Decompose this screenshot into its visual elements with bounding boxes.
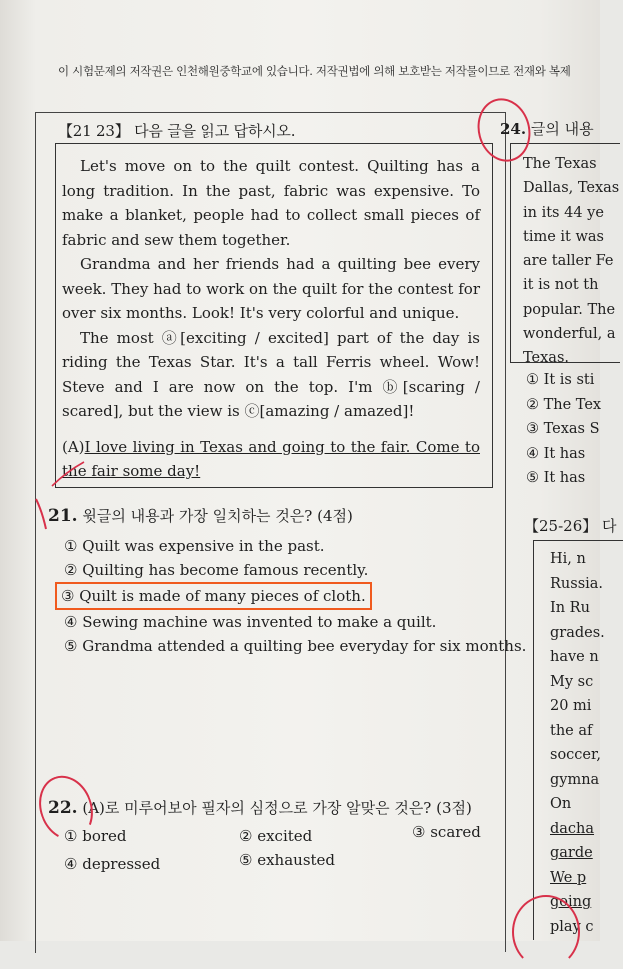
passage-a-sentence bbox=[62, 435, 480, 484]
q21-prompt: 윗글의 내용과 가장 일치하는 것은? (4점) bbox=[82, 507, 353, 525]
letter-line: play c bbox=[550, 918, 594, 935]
q21-option-3-highlighted[interactable]: ③ Quilt is made of many pieces of cloth. bbox=[55, 582, 372, 610]
q24-line: Dallas, Texas bbox=[523, 180, 620, 197]
question-22 bbox=[48, 797, 472, 818]
section-25-26-passage bbox=[533, 540, 623, 940]
letter-line: We p bbox=[550, 869, 587, 886]
question-21 bbox=[48, 505, 353, 526]
q24-option-1[interactable]: ① It is sti bbox=[526, 372, 595, 388]
q24-passage-box bbox=[510, 143, 620, 367]
passage-paragraph-1: Let's move on to the quilt contest. Quilting has a long tradition. In the past, fabric was expensive. To make a blanket, people had to collect small pieces of fabric and sew them together. bbox=[62, 157, 480, 249]
q22-option-3[interactable]: ③ scared bbox=[412, 823, 481, 841]
q24-line: are taller Fe bbox=[523, 253, 614, 270]
copyright-notice: 이 시험문제의 저작권은 인천해원중학교에 있습니다. 저작권법에 의해 보호받는 저작물이므로 전재와 복제 bbox=[58, 64, 571, 78]
section-header: 【21 23】 다음 글을 읽고 답하시오. bbox=[58, 122, 296, 140]
red-check-mark-a bbox=[50, 460, 90, 490]
passage-paragraph-2: Grandma and her friends had a quilting bee every week. They had to work on the quilt for the contest for over six months. Look! It's very colorful and unique. bbox=[62, 255, 480, 322]
q24-line: The Texas bbox=[523, 156, 597, 172]
q22-prompt: (A)로 미루어보아 필자의 심정으로 가장 알맞은 것은? (3점) bbox=[82, 799, 472, 817]
q22-option-2[interactable]: ② excited bbox=[239, 827, 313, 845]
q22-number: 22. bbox=[48, 798, 78, 818]
q22-option-4[interactable]: ④ depressed bbox=[64, 855, 161, 873]
letter-line: In Ru bbox=[550, 600, 590, 616]
q21-option-5[interactable]: ⑤ Grandma attended a quilting bee everyday for six months. bbox=[64, 637, 527, 655]
q21-option-1[interactable]: ① Quilt was expensive in the past. bbox=[64, 537, 325, 555]
q24-option-5[interactable]: ⑤ It has bbox=[526, 470, 586, 486]
letter-line: Russia. bbox=[550, 575, 604, 592]
letter-line: 20 mi bbox=[550, 698, 592, 714]
letter-line: garde bbox=[550, 845, 593, 861]
column-divider bbox=[505, 112, 506, 952]
q21-option-4[interactable]: ④ Sewing machine was invented to make a quilt. bbox=[64, 613, 437, 631]
letter-line: soccer, bbox=[550, 747, 601, 763]
letter-line: dacha bbox=[550, 820, 595, 837]
red-check-mark-21 bbox=[28, 495, 68, 535]
section-25-26-header: 【25-26】 다 bbox=[524, 517, 617, 535]
letter-line: gymna bbox=[550, 771, 600, 788]
letter-line: have n bbox=[550, 649, 599, 665]
letter-line: Hi, n bbox=[550, 551, 586, 567]
q24-line: it is not th bbox=[523, 277, 599, 294]
passage-paragraph-3: The most ⓐ[exciting / excited] part of the day is riding the Texas Star. It's a tall Ferris wheel. Wow! Steve and I are now on the top. I'm ⓑ[scaring / scared], but the view is ⓒ[amazing / amazed]! bbox=[62, 328, 480, 420]
q24-line: time it was bbox=[523, 228, 604, 245]
q24-options bbox=[526, 368, 601, 491]
a-underlined-text: I love living in Texas and going to the fair. Come to the fair some day! bbox=[62, 437, 480, 480]
q24-line: popular. The bbox=[523, 301, 616, 318]
letter-line: On bbox=[550, 796, 572, 812]
q24-line: Texas. bbox=[523, 350, 569, 367]
q24-number: 24. bbox=[500, 120, 527, 138]
q21-option-2[interactable]: ② Quilting has become famous recently. bbox=[64, 561, 369, 579]
q22-option-5[interactable]: ⑤ exhausted bbox=[239, 851, 336, 869]
q24-option-4[interactable]: ④ It has bbox=[526, 445, 586, 462]
letter-line: grades. bbox=[550, 624, 605, 641]
q21-number: 21. bbox=[48, 506, 78, 526]
q24-prompt: 글의 내용 bbox=[530, 120, 594, 138]
q24-option-3[interactable]: ③ Texas S bbox=[526, 421, 600, 437]
reading-passage bbox=[55, 143, 493, 488]
letter-line: going bbox=[550, 894, 592, 910]
q24-option-2[interactable]: ② The Tex bbox=[526, 396, 602, 413]
q21-options bbox=[61, 534, 527, 658]
letter-line: the af bbox=[550, 722, 593, 739]
letter-line: My sc bbox=[550, 673, 594, 690]
red-circle-mark-bottom bbox=[512, 895, 580, 969]
q24-line: wonderful, a bbox=[523, 326, 616, 343]
a-label: (A) bbox=[62, 437, 85, 456]
q24-line: in its 44 ye bbox=[523, 204, 604, 221]
q22-option-1[interactable]: ① bored bbox=[64, 827, 127, 845]
